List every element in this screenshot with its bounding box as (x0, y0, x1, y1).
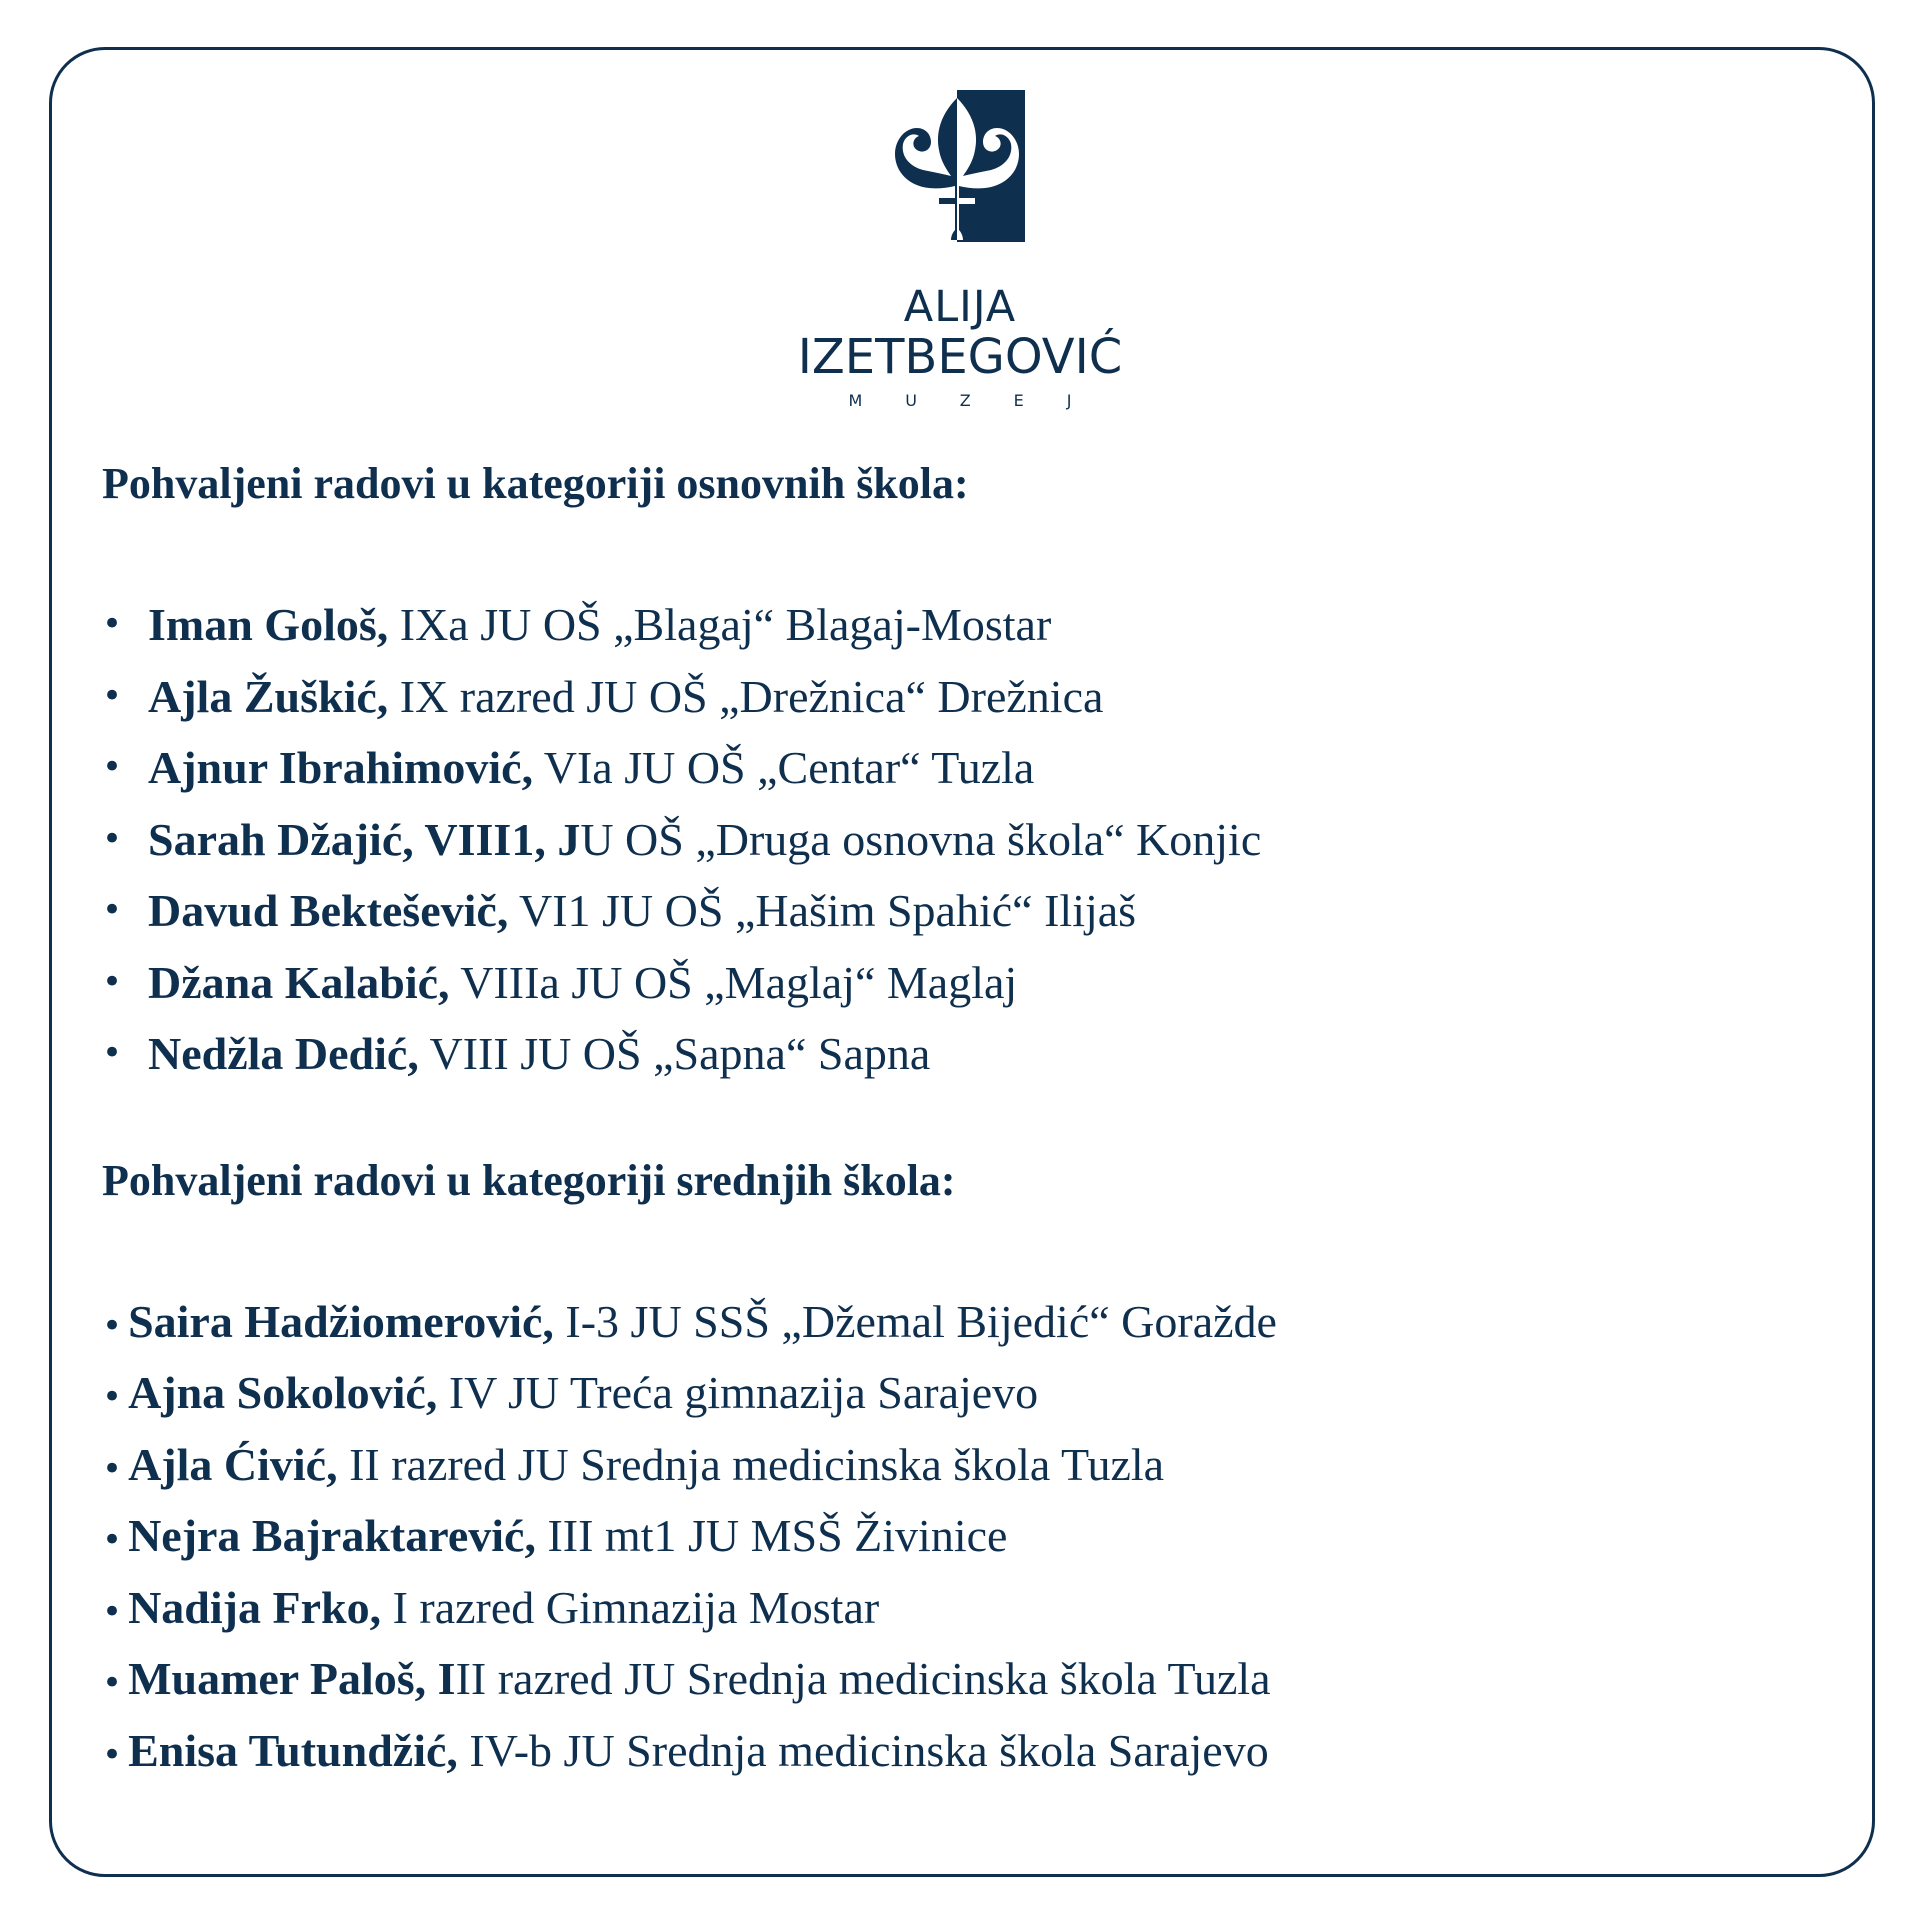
list-item: • Nedžla Dedić, VIII JU OŠ „Sapna“ Sapna (102, 1018, 1822, 1090)
list-item: • Muamer Paloš, III razred JU Srednja medicinska škola Tuzla (102, 1653, 1271, 1704)
logo-line-muzej: MUZEJ (848, 391, 1115, 410)
list-item: • Ajla Ćivić, II razred JU Srednja medicinska škola Tuzla (102, 1438, 1165, 1490)
list-item: • Enisa Tutundžić, IV-b JU Srednja medicinska škola Sarajevo (102, 1724, 1269, 1776)
primary-schools-heading: Pohvaljeni radovi u kategoriji osnovnih škola: (102, 459, 969, 508)
list-item: • Sarah Džajić, VIII1, JU OŠ „Druga osnovna škola“ Konjic (102, 804, 1822, 876)
list-item: • Ajna Sokolović, IV JU Treća gimnazija Sarajevo (102, 1367, 1039, 1418)
bullet-icon: • (102, 1663, 123, 1703)
secondary-schools-heading: Pohvaljeni radovi u kategoriji srednjih škola: (102, 1155, 956, 1205)
bullet-icon: • (102, 1591, 123, 1632)
list-item: • Ajla Žuškić, IX razred JU OŠ „Drežnica“ Drežnica (102, 661, 1822, 733)
bullet-icon: • (102, 1377, 123, 1417)
bullet-icon: • (102, 1734, 123, 1775)
list-item: • Nadija Frko, I razred Gimnazija Mostar (102, 1581, 880, 1633)
list-item: • Davud Bekteševič, VI1 JU OŠ „Hašim Spahić“ Ilijaš (102, 875, 1822, 947)
bullet-icon: • (102, 818, 123, 859)
bullet-icon: • (102, 1520, 123, 1560)
secondary-schools-list (102, 1286, 1822, 1787)
bullet-icon: • (102, 1448, 123, 1489)
logo-wordmark (0, 282, 1920, 410)
secondary-schools-section (102, 1145, 1822, 1787)
commendations-content (102, 448, 1822, 1786)
list-item: • Nejra Bajraktarević, III mt1 JU MSŠ Živinice (102, 1510, 1008, 1561)
primary-schools-list (102, 589, 1822, 1090)
bullet-icon: • (102, 747, 123, 787)
bullet-icon: • (102, 890, 123, 930)
bullet-icon: • (102, 1033, 123, 1073)
list-item: • Saira Hadžiomerović, I-3 JU SSŠ „Džemal Bijedić“ Goražde (102, 1295, 1277, 1347)
museum-logo (0, 90, 1920, 409)
fleur-de-lis-icon (895, 90, 1025, 242)
bullet-icon: • (102, 675, 123, 716)
bullet-icon: • (102, 961, 123, 1002)
list-item: • Džana Kalabić, VIIIa JU OŠ „Maglaj“ Maglaj (102, 947, 1822, 1019)
logo-line-izetbegovic: IZETBEGOVIĆ (797, 329, 1123, 385)
list-item: • Ajnur Ibrahimović, VIa JU OŠ „Centar“ Tuzla (102, 732, 1822, 804)
bullet-icon: • (102, 604, 123, 644)
list-item: • Iman Gološ, IXa JU OŠ „Blagaj“ Blagaj-Mostar (102, 589, 1822, 661)
logo-line-alija: ALIJA (903, 282, 1017, 332)
bullet-icon: • (102, 1305, 123, 1346)
